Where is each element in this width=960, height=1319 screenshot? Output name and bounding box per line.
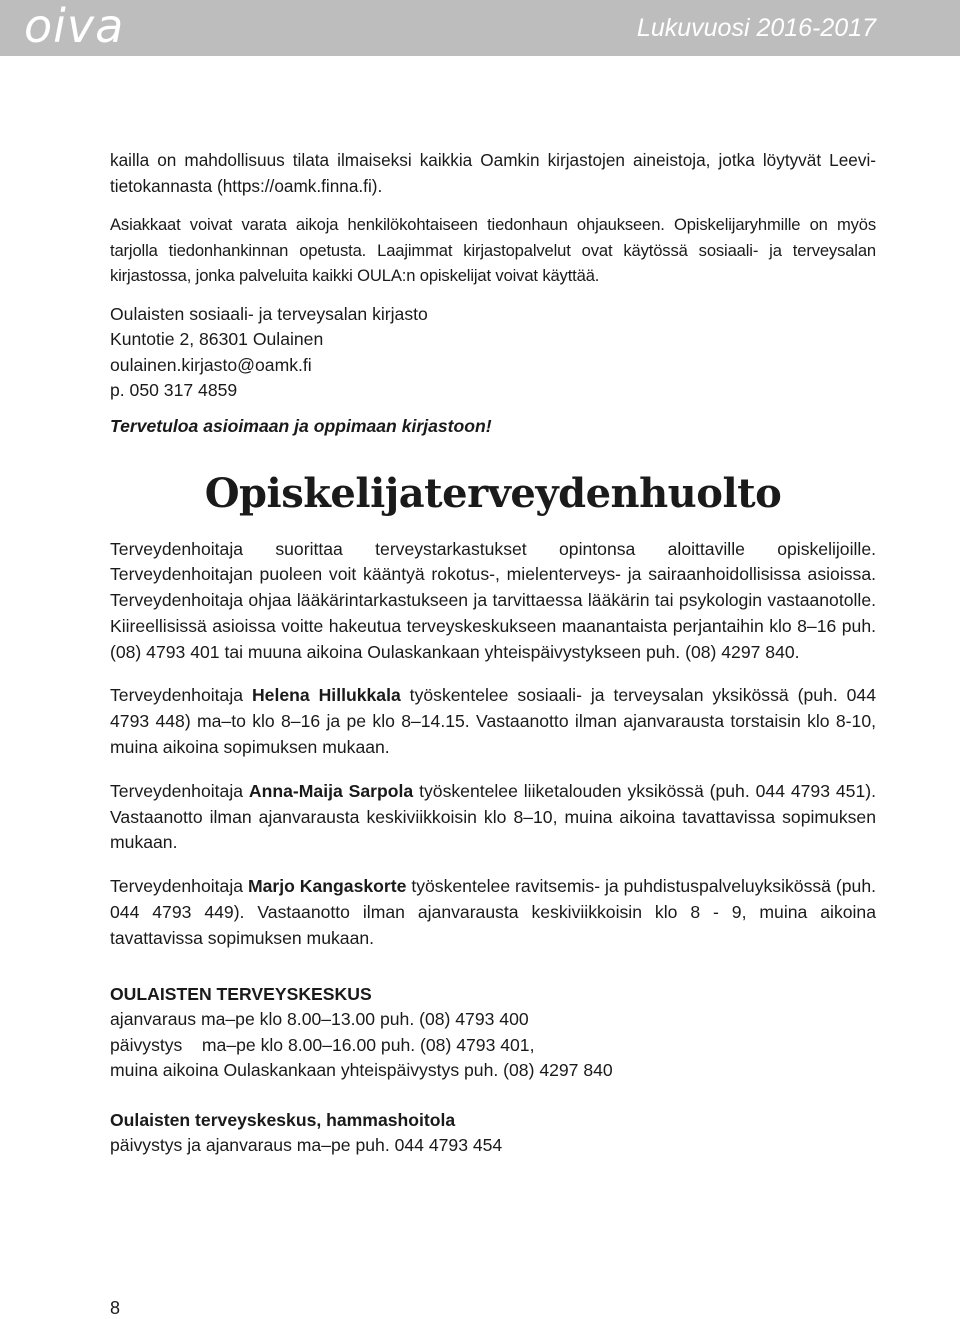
health-intro: Terveydenhoitaja suorittaa terveystarkastukset opintonsa aloittaville opiskelijoille. Terveydenhoitajan puoleen voit kääntyä rokotus-, mielenterveys- ja sairaanhoidollisissa asioissa. Terveydenhoitaja ohjaa lääkärintarkastukseen ja tarvittaessa lääkärin tai psykologin vastaanotolle. Kiireellisissä asioissa voitte hakeutua terveyskeskukseen maanantaista perjantaihin klo 8–16 puh. (08) 4793 401 tai muuna aikoina Oulaskankaan yhteispäivystykseen puh. (08) 4297 840. [110, 538, 876, 662]
health-center-info [110, 982, 876, 1084]
nurse-name: Helena Hillukkala [251, 685, 401, 706]
page-number: 8 [110, 1298, 121, 1318]
nurse-paragraph [110, 683, 876, 760]
library-email[interactable]: oulainen.kirjasto@oamk.fi [110, 354, 312, 375]
nurse-prefix: Terveydenhoitaja [110, 780, 249, 801]
nurse-paragraph [110, 874, 876, 951]
library-welcome: Tervetuloa asioimaan ja oppimaan kirjastoon! [110, 415, 492, 436]
nurse-prefix: Terveydenhoitaja [110, 876, 248, 897]
health-center-line: muina aikoina Oulaskankaan yhteispäivystys puh. (08) 4297 840 [110, 1060, 613, 1081]
library-paragraph-1: kailla on mahdollisuus tilata ilmaiseksi kaikkia Oamkin kirjastojen aineistoja, jotka löytyvät Leevi-tietokannasta (https://oamk.finna.fi). [110, 150, 876, 196]
nurse-name: Anna-Maija Sarpola [248, 780, 414, 801]
health-center-line: ajanvaraus ma–pe klo 8.00–13.00 puh. (08) 4793 400 [110, 1009, 529, 1030]
page-content [110, 148, 876, 1183]
health-center-line: päivystys ma–pe klo 8.00–16.00 puh. (08) 4793 401, [110, 1034, 535, 1055]
nurse-prefix: Terveydenhoitaja [110, 685, 252, 706]
oiva-logo: oiva [24, 0, 125, 53]
nurse-text: työskentelee liiketalouden yksikössä (puh. 044 4793 451). Vastaanotto ilman ajanvarausta keskiviikkoisin klo 8–10, muina aikoina tavattavissa sopimuksen mukaan. [110, 780, 876, 853]
nurse-text: työskentelee ravitsemis- ja puhdistuspalveluyksikössä (puh. 044 4793 449). Vastaanotto ilman ajanvarausta keskiviikkoisin klo 8 - 9, muina aikoina tavattavissa sopimuksen mukaan. [110, 876, 877, 948]
library-address [110, 302, 876, 404]
nurse-name: Marjo Kangaskorte [247, 876, 407, 897]
library-phone: p. 050 317 4859 [110, 380, 238, 400]
library-paragraph-2: Asiakkaat voivat varata aikoja henkilökohtaiseen tiedonhaun ohjaukseen. Opiskelijaryhmille on myös tarjolla tiedonhankinnan opetusta. Laajimmat kirjastopalvelut ovat käytössä sosiaali- ja terveysalan kirjastossa, jonka palveluita kaikki OULA:n opiskelijat voivat käyttää. [110, 215, 876, 285]
academic-year: Lukuvuosi 2016-2017 [636, 14, 876, 42]
health-center-title: OULAISTEN TERVEYSKESKUS [110, 983, 372, 1004]
library-street: Kuntotie 2, 86301 Oulainen [110, 329, 324, 349]
section-title: Opiskelijaterveydenhuolto [204, 469, 782, 517]
dental-line: päivystys ja ajanvaraus ma–pe puh. 044 4793 454 [110, 1135, 503, 1156]
nurse-text: työskentelee sosiaali- ja terveysalan yksikössä (puh. 044 4793 448) ma–to klo 8–16 ja pe klo 8–14.15. Vastaanotto ilman ajanvarausta torstaisin klo 8-10, muina aikoina sopimuksen mukaan. [110, 685, 877, 758]
library-name: Oulaisten sosiaali- ja terveysalan kirjasto [110, 303, 428, 324]
nurse-paragraph [110, 779, 876, 856]
page-header [0, 0, 960, 56]
dental-title: Oulaisten terveyskeskus, hammashoitola [110, 1109, 456, 1130]
dental-info [110, 1108, 876, 1159]
